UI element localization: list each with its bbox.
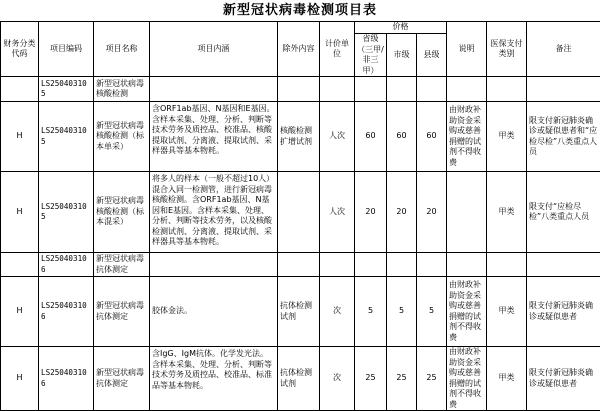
cell-excluded: 抗体检测试剂 [278, 347, 320, 411]
cell-remark [527, 253, 600, 277]
header-price-city: 市级 [387, 34, 417, 77]
table-row [1, 172, 600, 253]
cell-content: 胶体金法。 [150, 277, 278, 347]
cell-price-provincial: 25 [355, 347, 387, 411]
cell-note: 由财政补助资金采购或慈善捐赠的试剂不得收费 [447, 102, 487, 172]
cell-note [447, 253, 487, 277]
header-note: 说明 [447, 22, 487, 77]
cell-code: LS250403105 [39, 102, 94, 172]
table-row [1, 277, 600, 347]
cell-content: 含ORF1ab基因、N基因和E基因。含样本采集、处理、分析、判断等技术劳务及质控品、校准品、核酸提取试剂、分离液、提取试剂、采样器具等基本物耗。 [150, 102, 278, 172]
table-row [1, 253, 600, 277]
header-remark: 备注 [527, 22, 600, 77]
cell-name: 新型冠状病毒核酸检测（标本单采） [94, 102, 150, 172]
table-row [1, 347, 600, 411]
header-excluded: 除外内容 [278, 22, 320, 77]
cell-unit [320, 253, 355, 277]
cell-price-provincial: 60 [355, 102, 387, 172]
cell-remark: 限支付“应检尽检”八类重点人员 [527, 172, 600, 253]
cell-excluded [278, 253, 320, 277]
cell-category: H [1, 347, 39, 411]
header-code: 项目编码 [39, 22, 94, 77]
cell-category [1, 253, 39, 277]
cell-price-city: 60 [387, 102, 417, 172]
cell-excluded: 抗体检测试剂 [278, 277, 320, 347]
cell-price-city: 25 [387, 347, 417, 411]
cell-code: LS250403106 [39, 347, 94, 411]
table-row [1, 102, 600, 172]
cell-insurance: 甲类 [487, 277, 527, 347]
cell-code: LS250403105 [39, 77, 94, 102]
cell-insurance: 甲类 [487, 172, 527, 253]
header-category: 财务分类代码 [1, 22, 39, 77]
cell-name: 新型冠状病毒抗体测定 [94, 347, 150, 411]
cell-code: LS250403105 [39, 172, 94, 253]
cell-category: H [1, 277, 39, 347]
cell-content [150, 253, 278, 277]
cell-content: 含IgG、IgM抗体。化学发光法。含样本采集、处理、分析、判断等技术劳务及质控品、校准品、标准品等基本物耗。 [150, 347, 278, 411]
cell-price-provincial [355, 77, 387, 102]
cell-price-county [417, 77, 447, 102]
cell-excluded [278, 172, 320, 253]
cell-note [447, 172, 487, 253]
table-title: 新型冠状病毒检测项目表 [0, 0, 600, 22]
cell-code: LS250403106 [39, 253, 94, 277]
table-row [1, 77, 600, 102]
cell-code: LS250403106 [39, 277, 94, 347]
cell-category [1, 77, 39, 102]
cell-price-city: 5 [387, 277, 417, 347]
cell-content: 将多人的样本（一般不超过10人）混合入同一检测管，进行新冠病毒核酸检测。含ORF1ab基因、N基因和E基因。含样本采集、处理、分析、判断等技术劳务，以及核酸检测试剂、分离液、提取试剂、采样器具等基本物耗。 [150, 172, 278, 253]
header-price-county: 县级 [417, 34, 447, 77]
cell-price-provincial: 20 [355, 172, 387, 253]
cell-price-city [387, 253, 417, 277]
cell-unit: 次 [320, 277, 355, 347]
cell-price-county: 5 [417, 277, 447, 347]
cell-content [150, 77, 278, 102]
cell-insurance [487, 77, 527, 102]
cell-unit: 人次 [320, 102, 355, 172]
cell-name: 新型冠状病毒抗体测定 [94, 253, 150, 277]
cell-insurance: 甲类 [487, 347, 527, 411]
cell-price-city: 20 [387, 172, 417, 253]
cell-unit [320, 77, 355, 102]
cell-name: 新型冠状病毒核酸检测（标本混采） [94, 172, 150, 253]
cell-remark [527, 77, 600, 102]
header-price-group: 价格 [355, 22, 447, 34]
header-unit: 计价单位 [320, 22, 355, 77]
header-price-provincial: 省级（三甲/非三甲） [355, 34, 387, 77]
cell-remark: 限支付新冠肺炎确诊或疑似患者和“应检尽检”八类重点人员 [527, 102, 600, 172]
cell-price-city [387, 77, 417, 102]
cell-price-county: 25 [417, 347, 447, 411]
cell-insurance [487, 253, 527, 277]
header-insurance: 医保支付类别 [487, 22, 527, 77]
cell-note: 由财政补助资金采购或慈善捐赠的试剂不得收费 [447, 277, 487, 347]
cell-remark: 限支付新冠肺炎确诊或疑似患者 [527, 277, 600, 347]
cell-unit: 次 [320, 347, 355, 411]
cell-insurance: 甲类 [487, 102, 527, 172]
cell-price-provincial: 5 [355, 277, 387, 347]
header-name: 项目名称 [94, 22, 150, 77]
cell-name: 新型冠状病毒核酸检测 [94, 77, 150, 102]
cell-price-county: 20 [417, 172, 447, 253]
header-content: 项目内涵 [150, 22, 278, 77]
cell-note [447, 77, 487, 102]
cell-category: H [1, 102, 39, 172]
cell-category: H [1, 172, 39, 253]
cell-price-provincial [355, 253, 387, 277]
cell-name: 新型冠状病毒抗体测定 [94, 277, 150, 347]
cell-excluded [278, 77, 320, 102]
cell-excluded: 核酸检测扩增试剂 [278, 102, 320, 172]
cell-note: 由财政补助资金采购或慈善捐赠的试剂不得收费 [447, 347, 487, 411]
cell-remark: 限支付新冠肺炎确诊或疑似患者 [527, 347, 600, 411]
cell-unit: 人次 [320, 172, 355, 253]
cell-price-county [417, 253, 447, 277]
cell-price-county: 60 [417, 102, 447, 172]
price-table [0, 21, 600, 411]
header-row-1 [1, 22, 600, 34]
